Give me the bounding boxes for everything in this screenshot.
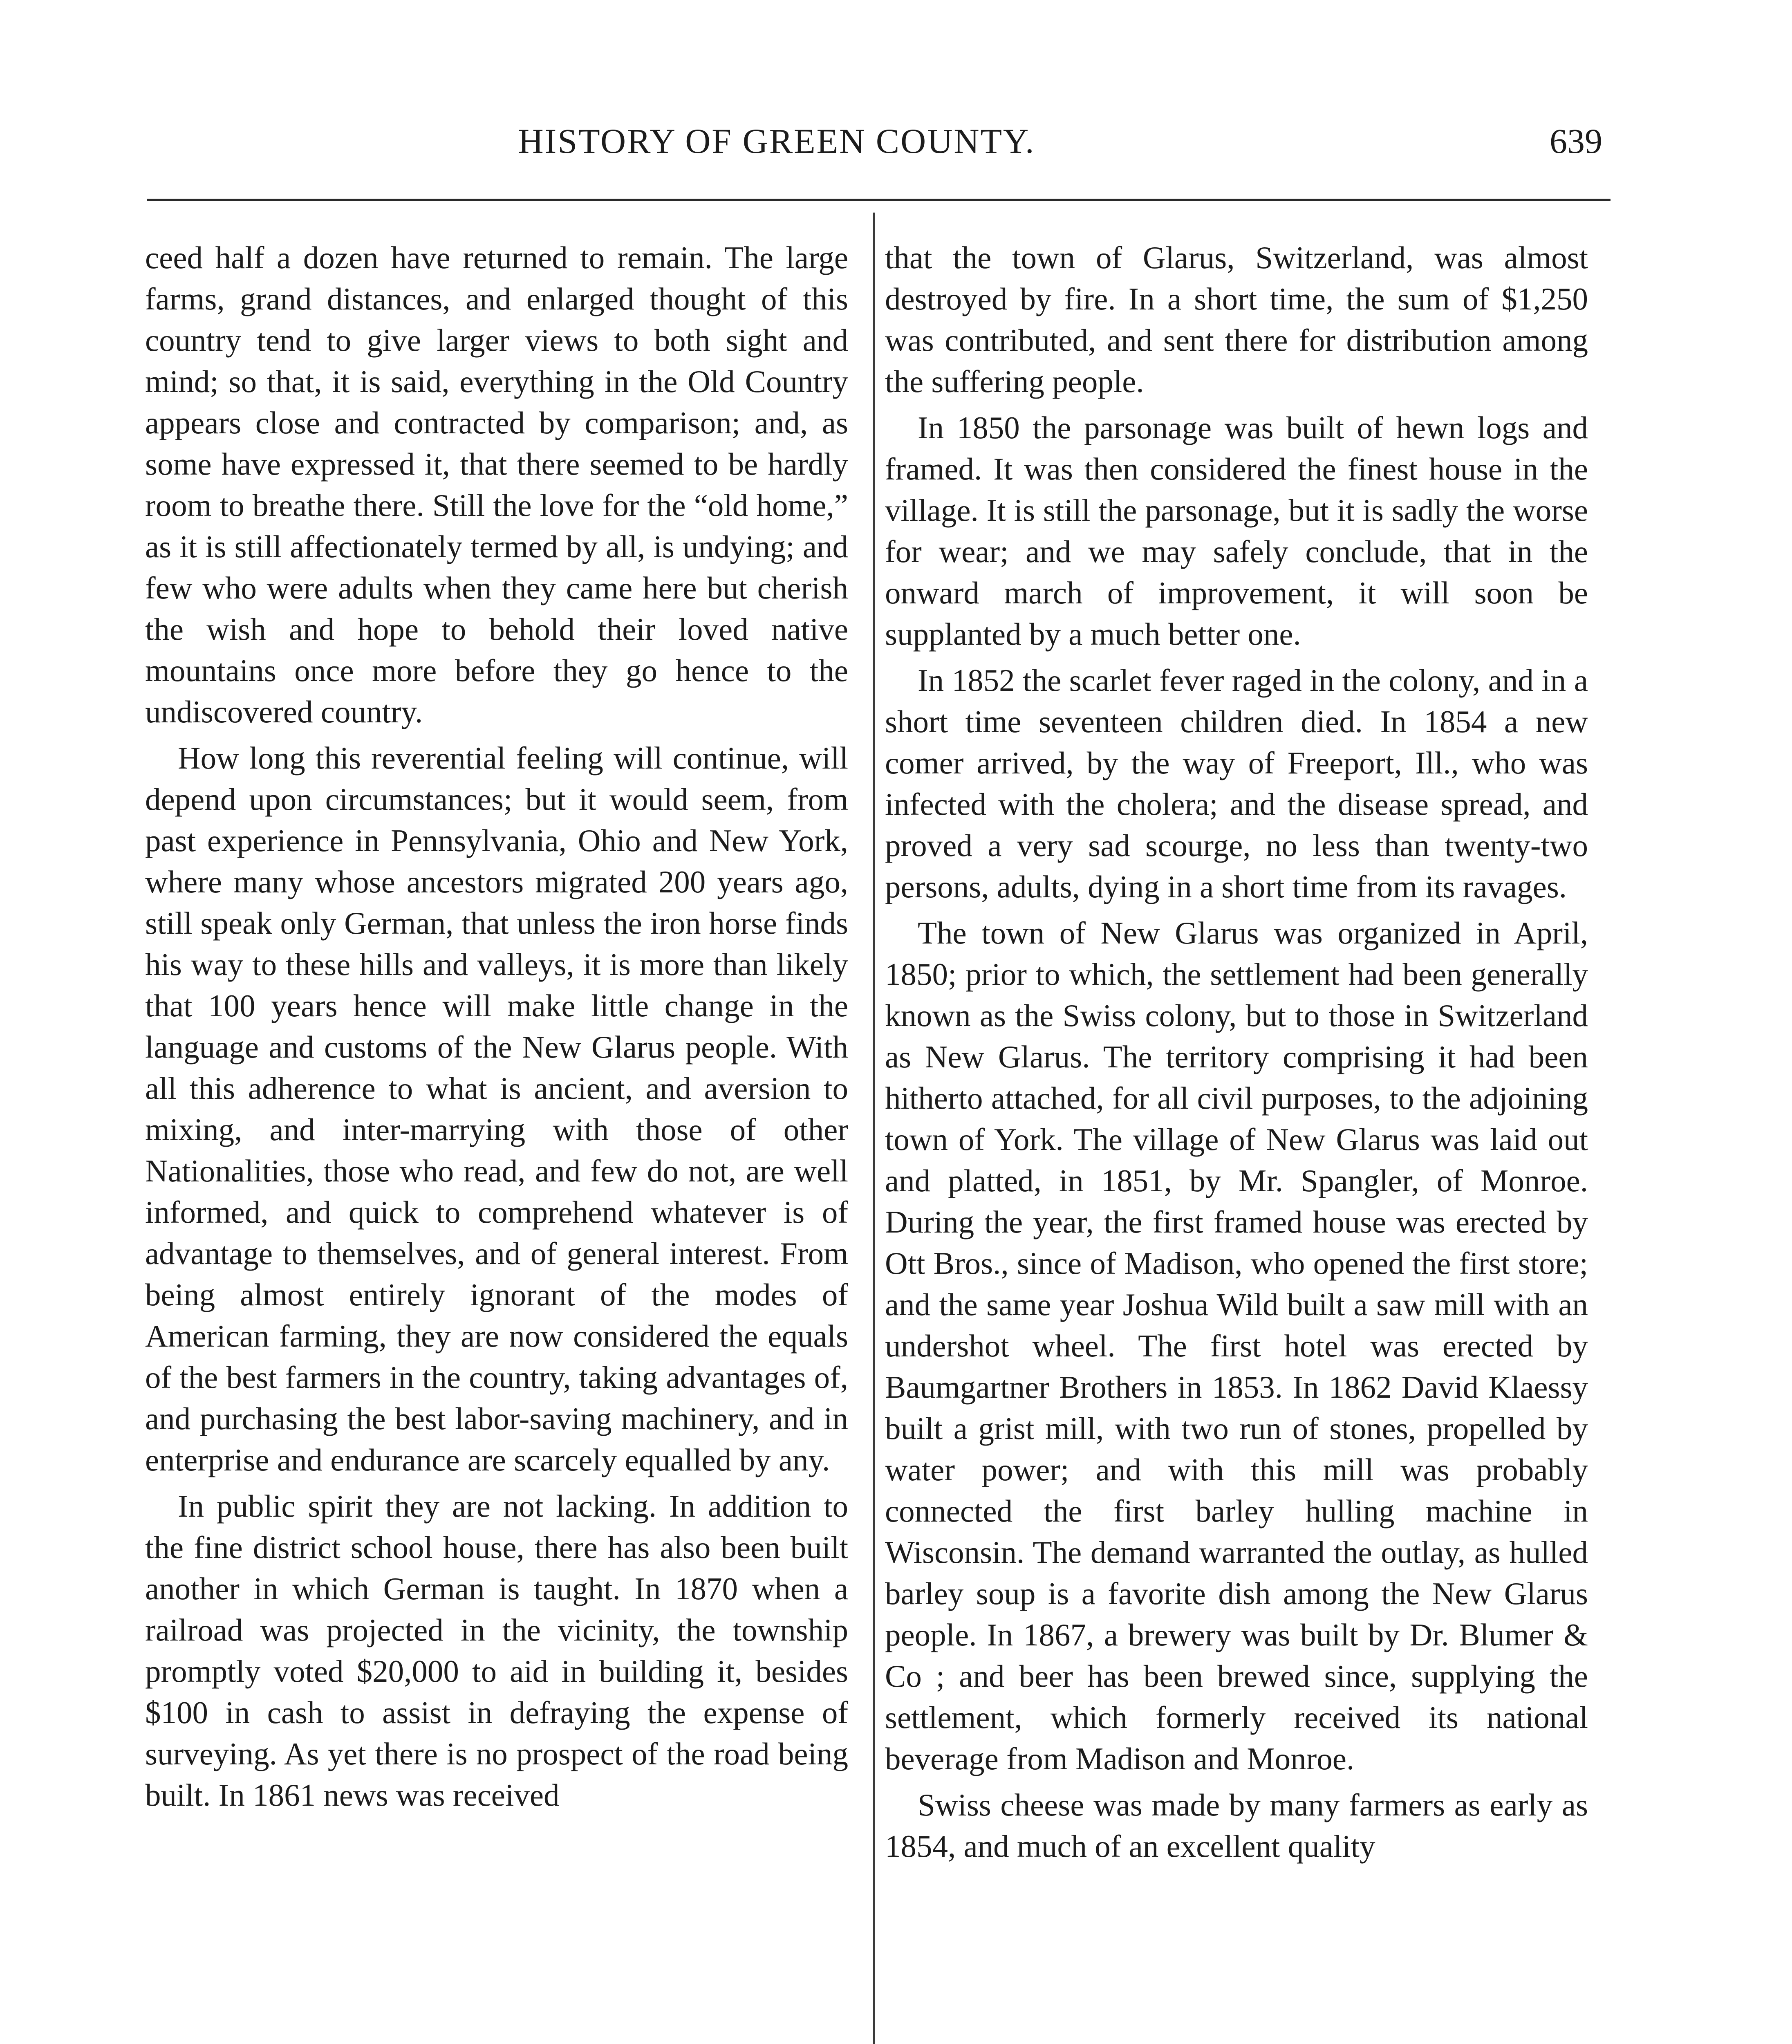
right-column [885, 237, 1588, 1867]
paragraph: that the town of Glarus, Switzerland, was almost destroyed by fire. In a short time, the sum of $1,250 was contributed, and sent there for distribution among the suffering people. [885, 240, 1588, 399]
paragraph: In 1850 the parsonage was built of hewn logs and framed. It was then considered the finest house in the village. It is still the parsonage, but it is sadly the worse for wear; and we may safely conclude, that in the onward march of improvement, it will soon be supplanted by a much better one. [885, 410, 1588, 652]
paragraph: The town of New Glarus was organized in April, 1850; prior to which, the settlement had been generally known as the Swiss colony, but to those in Switzerland as New Glarus. The territory comprising it had been hitherto attached, for all civil purposes, to the adjoining town of York. The village of New Glarus was laid out and platted, in 1851, by Mr. Spangler, of Monroe. During the year, the first framed house was erected by Ott Bros., since of Madison, who opened the first store; and the same year Joshua Wild built a saw mill with an undershot wheel. The first hotel was erected by Baumgartner Brothers in 1853. In 1862 David Klaessy built a grist mill, with two run of stones, propelled by water power; and with this mill was probably connected the first barley hulling machine in Wisconsin. The demand warranted the outlay, as hulled barley soup is a favorite dish among the New Glarus people. In 1867, a brewery was built by Dr. Blumer & Co ; and beer has been brewed since, supplying the settlement, which formerly received its national beverage from Madison and Monroe. [885, 915, 1588, 1776]
paragraph: Swiss cheese was made by many farmers as early as 1854, and much of an excellent quality [885, 1787, 1588, 1864]
paragraph: In public spirit they are not lacking. In addition to the fine district school house, there has also been built another in which German is taught. In 1870 when a railroad was projected in the vicinity, the township promptly voted $20,000 to aid in building it, besides $100 in cash to assist in defraying the expense of surveying. As yet there is no prospect of the road being built. In 1861 news was received [145, 1488, 848, 1813]
running-title: HISTORY OF GREEN COUNTY. [518, 121, 1035, 161]
page-header [0, 0, 1792, 192]
left-column [145, 237, 848, 1816]
paragraph: How long this reverential feeling will continue, will depend upon circumstances; but it would seem, from past experience in Pennsylvania, Ohio and New York, where many whose ancestors migrated 200 years ago, still speak only German, that unless the iron horse finds his way to these hills and valleys, it is more than likely that 100 years hence will make little change in the language and customs of the New Glarus people. With all this adherence to what is ancient, and aversion to mixing, and inter-marrying with those of other Nationalities, those who read, and few do not, are well informed, and quick to comprehend whatever is of advantage to themselves, and of general interest. From being almost entirely ignorant of the modes of American farming, they are now considered the equals of the best farmers in the country, taking advantages of, and purchasing the best labor-saving machinery, and in enterprise and endurance are scarcely equalled by any. [145, 740, 848, 1477]
header-rule [147, 199, 1611, 201]
column-divider [873, 213, 875, 2044]
page-number: 639 [1550, 121, 1602, 161]
paragraph: In 1852 the scarlet fever raged in the colony, and in a short time seventeen children died. In 1854 a new comer arrived, by the way of Freeport, Ill., who was infected with the cholera; and the disease spread, and proved a very sad scourge, no less than twenty-two persons, adults, dying in a short time from its ravages. [885, 663, 1588, 904]
paragraph: ceed half a dozen have returned to remain. The large farms, grand distances, and enlarged thought of this country tend to give larger views to both sight and mind; so that, it is said, everything in the Old Country appears close and contracted by comparison; and, as some have expressed it, that there seemed to be hardly room to breathe there. Still the love for the “old home,” as it is still affectionately termed by all, is undying; and few who were adults when they came here but cherish the wish and hope to behold their loved native mountains once more before they go hence to the undiscovered country. [145, 240, 848, 729]
